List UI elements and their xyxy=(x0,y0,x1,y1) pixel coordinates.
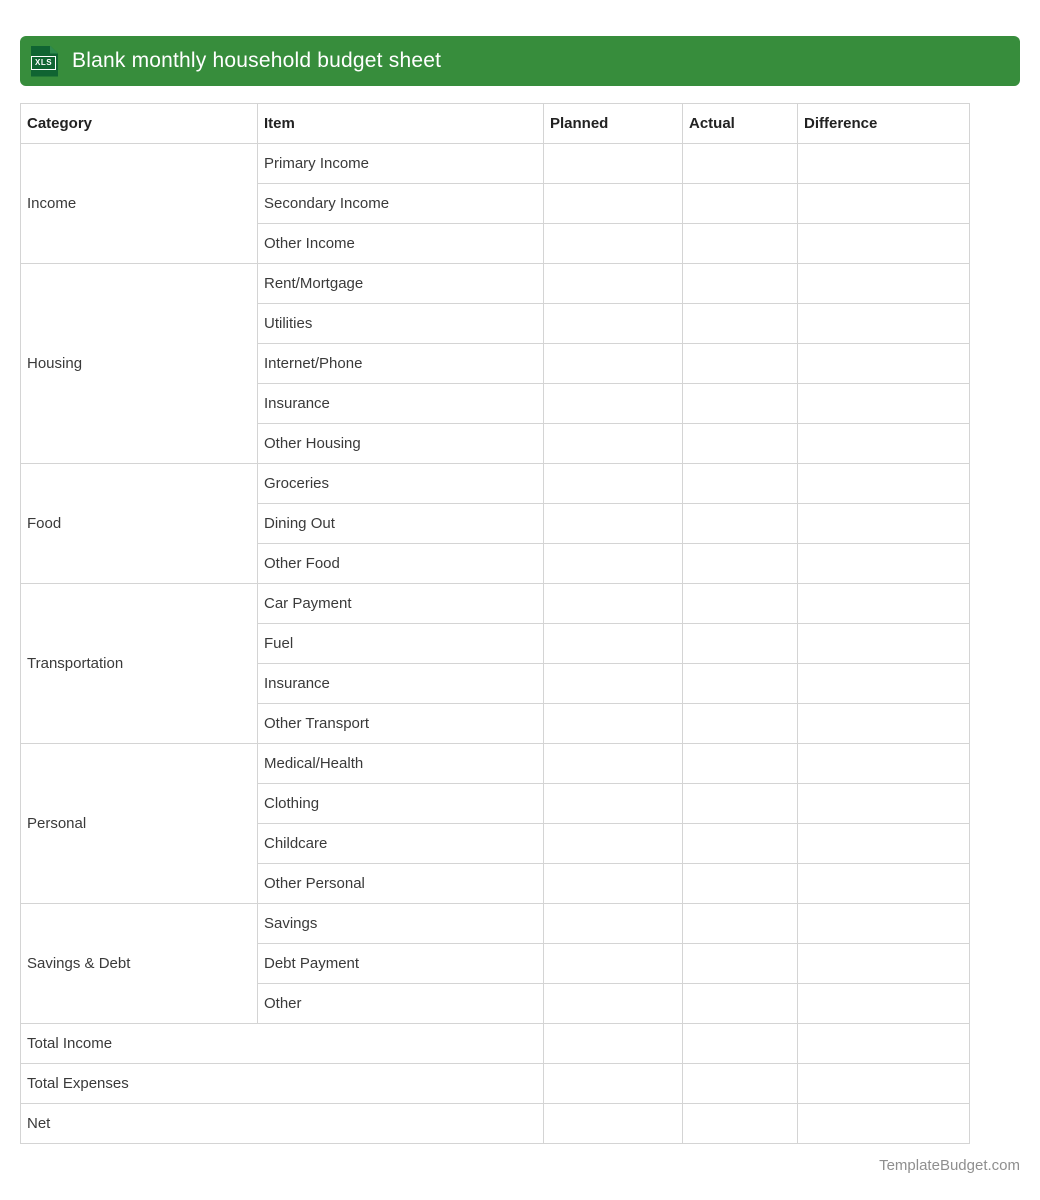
actual-value-cell xyxy=(683,864,798,904)
actual-value-cell xyxy=(683,184,798,224)
planned-value-cell xyxy=(544,784,683,824)
planned-value-cell xyxy=(544,704,683,744)
difference-value-cell xyxy=(798,544,970,584)
actual-value-cell xyxy=(683,424,798,464)
difference-value-cell xyxy=(798,144,970,184)
column-header-actual: Actual xyxy=(683,104,798,144)
planned-value-cell xyxy=(544,1104,683,1144)
item-cell: Secondary Income xyxy=(258,184,544,224)
planned-value-cell xyxy=(544,144,683,184)
item-cell: Other Income xyxy=(258,224,544,264)
table-row xyxy=(21,744,970,784)
item-cell: Utilities xyxy=(258,304,544,344)
table-row xyxy=(21,464,970,504)
title-bar xyxy=(20,36,1020,86)
actual-value-cell xyxy=(683,584,798,624)
planned-value-cell xyxy=(544,944,683,984)
actual-value-cell xyxy=(683,1024,798,1064)
item-cell: Primary Income xyxy=(258,144,544,184)
summary-row-net xyxy=(21,1104,970,1144)
difference-value-cell xyxy=(798,184,970,224)
planned-value-cell xyxy=(544,864,683,904)
difference-value-cell xyxy=(798,584,970,624)
summary-label-cell: Total Expenses xyxy=(21,1064,544,1104)
item-cell: Other Personal xyxy=(258,864,544,904)
category-cell-savings-debt: Savings & Debt xyxy=(21,904,258,1024)
actual-value-cell xyxy=(683,984,798,1024)
item-cell: Dining Out xyxy=(258,504,544,544)
difference-value-cell xyxy=(798,1064,970,1104)
actual-value-cell xyxy=(683,944,798,984)
item-cell: Insurance xyxy=(258,384,544,424)
difference-value-cell xyxy=(798,1104,970,1144)
category-cell-transportation: Transportation xyxy=(21,584,258,744)
actual-value-cell xyxy=(683,544,798,584)
table-row xyxy=(21,144,970,184)
actual-value-cell xyxy=(683,744,798,784)
column-header-planned: Planned xyxy=(544,104,683,144)
planned-value-cell xyxy=(544,504,683,544)
planned-value-cell xyxy=(544,1024,683,1064)
xls-file-icon-label: XLS xyxy=(31,56,56,70)
planned-value-cell xyxy=(544,584,683,624)
actual-value-cell xyxy=(683,664,798,704)
difference-value-cell xyxy=(798,424,970,464)
difference-value-cell xyxy=(798,664,970,704)
item-cell: Other Food xyxy=(258,544,544,584)
page-title: Blank monthly household budget sheet xyxy=(72,49,442,72)
actual-value-cell xyxy=(683,344,798,384)
difference-value-cell xyxy=(798,504,970,544)
item-cell: Internet/Phone xyxy=(258,344,544,384)
planned-value-cell xyxy=(544,904,683,944)
summary-row-total-income xyxy=(21,1024,970,1064)
difference-value-cell xyxy=(798,304,970,344)
actual-value-cell xyxy=(683,704,798,744)
item-cell: Debt Payment xyxy=(258,944,544,984)
difference-value-cell xyxy=(798,464,970,504)
planned-value-cell xyxy=(544,224,683,264)
item-cell: Insurance xyxy=(258,664,544,704)
actual-value-cell xyxy=(683,504,798,544)
item-cell: Clothing xyxy=(258,784,544,824)
table-header-row xyxy=(21,104,970,144)
table-row xyxy=(21,904,970,944)
table-row xyxy=(21,584,970,624)
item-cell: Savings xyxy=(258,904,544,944)
category-cell-personal: Personal xyxy=(21,744,258,904)
actual-value-cell xyxy=(683,1064,798,1104)
planned-value-cell xyxy=(544,424,683,464)
actual-value-cell xyxy=(683,264,798,304)
actual-value-cell xyxy=(683,904,798,944)
summary-label-cell: Net xyxy=(21,1104,544,1144)
planned-value-cell xyxy=(544,544,683,584)
planned-value-cell xyxy=(544,624,683,664)
planned-value-cell xyxy=(544,264,683,304)
difference-value-cell xyxy=(798,944,970,984)
table-row xyxy=(21,264,970,304)
item-cell: Other Transport xyxy=(258,704,544,744)
difference-value-cell xyxy=(798,784,970,824)
item-cell: Car Payment xyxy=(258,584,544,624)
category-cell-housing: Housing xyxy=(21,264,258,464)
item-cell: Rent/Mortgage xyxy=(258,264,544,304)
category-cell-income: Income xyxy=(21,144,258,264)
actual-value-cell xyxy=(683,1104,798,1144)
budget-table xyxy=(20,103,970,1144)
difference-value-cell xyxy=(798,384,970,424)
actual-value-cell xyxy=(683,464,798,504)
xls-file-icon xyxy=(31,46,58,77)
difference-value-cell xyxy=(798,904,970,944)
item-cell: Childcare xyxy=(258,824,544,864)
summary-label-cell: Total Income xyxy=(21,1024,544,1064)
column-header-difference: Difference xyxy=(798,104,970,144)
actual-value-cell xyxy=(683,144,798,184)
difference-value-cell xyxy=(798,264,970,304)
planned-value-cell xyxy=(544,664,683,704)
category-cell-food: Food xyxy=(21,464,258,584)
difference-value-cell xyxy=(798,344,970,384)
actual-value-cell xyxy=(683,304,798,344)
summary-row-total-expenses xyxy=(21,1064,970,1104)
planned-value-cell xyxy=(544,184,683,224)
planned-value-cell xyxy=(544,824,683,864)
footer xyxy=(20,1157,1020,1174)
item-cell: Other xyxy=(258,984,544,1024)
planned-value-cell xyxy=(544,304,683,344)
item-cell: Fuel xyxy=(258,624,544,664)
column-header-item: Item xyxy=(258,104,544,144)
difference-value-cell xyxy=(798,624,970,664)
item-cell: Medical/Health xyxy=(258,744,544,784)
planned-value-cell xyxy=(544,384,683,424)
site-brand-link[interactable]: TemplateBudget.com xyxy=(879,1157,1020,1174)
column-header-category: Category xyxy=(21,104,258,144)
actual-value-cell xyxy=(683,624,798,664)
planned-value-cell xyxy=(544,344,683,384)
difference-value-cell xyxy=(798,824,970,864)
difference-value-cell xyxy=(798,864,970,904)
difference-value-cell xyxy=(798,744,970,784)
difference-value-cell xyxy=(798,984,970,1024)
planned-value-cell xyxy=(544,744,683,784)
planned-value-cell xyxy=(544,1064,683,1104)
difference-value-cell xyxy=(798,1024,970,1064)
actual-value-cell xyxy=(683,224,798,264)
difference-value-cell xyxy=(798,224,970,264)
item-cell: Groceries xyxy=(258,464,544,504)
actual-value-cell xyxy=(683,784,798,824)
item-cell: Other Housing xyxy=(258,424,544,464)
planned-value-cell xyxy=(544,464,683,504)
actual-value-cell xyxy=(683,384,798,424)
planned-value-cell xyxy=(544,984,683,1024)
difference-value-cell xyxy=(798,704,970,744)
xls-file-icon-fold xyxy=(50,46,58,54)
actual-value-cell xyxy=(683,824,798,864)
